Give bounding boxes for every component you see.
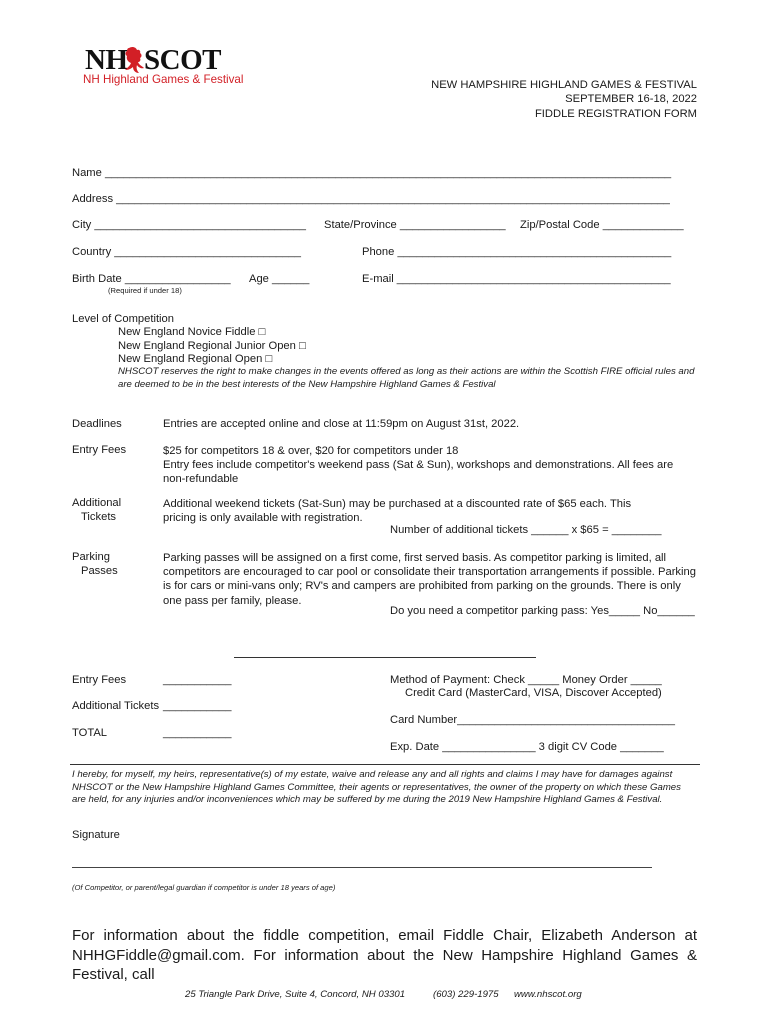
parking-text: Parking passes will be assigned on a first come, first served basis. As competitor parking is limited, all competitors are encouraged to car pool or consolidate their transportation arrangements if possible. Parking is for cars or mini-vans only; RV's and campers are prohibited from parking on the grounds. There is only one pass per family, please.: [163, 552, 696, 607]
phone-field[interactable]: Phone ____________________________________________: [362, 246, 672, 258]
exp-date-field[interactable]: Exp. Date _______________ 3 digit CV Code _______: [390, 741, 664, 753]
name-field[interactable]: Name ___________________________________________________________________________________________: [72, 167, 672, 179]
additional-tickets-label: Additional: [72, 497, 122, 509]
logo-subtitle: NH Highland Games & Festival: [83, 73, 244, 86]
summary-additional-tickets-label: Additional Tickets: [72, 700, 160, 712]
additional-tickets-calc[interactable]: Number of additional tickets ______ x $65 = ________: [390, 524, 662, 536]
deadlines-label: Deadlines: [72, 418, 122, 430]
entry-fees-line1: $25 for competitors 18 & over, $20 for competitors under 18: [163, 445, 459, 457]
entry-fees-line2: Entry fees include competitor's weekend pass (Sat & Sun), workshops and demonstrations. All fees are non-refundable: [163, 459, 674, 486]
info-text: For information about the fiddle competition, email Fiddle Chair, Elizabeth Anderson at NHHGFiddle@gmail.com. For information about the New Hampshire Highland Games & Festival, call: [72, 927, 697, 983]
summary-additional-tickets-blank[interactable]: ___________: [163, 700, 232, 712]
parking-label: Parking: [72, 551, 110, 563]
signature-label: Signature: [72, 829, 120, 841]
competition-option-junior[interactable]: New England Regional Junior Open □: [118, 340, 306, 352]
signature-note: (Of Competitor, or parent/legal guardian if competitor is under 18 years of age): [72, 883, 336, 892]
waiver-rule: [70, 764, 700, 765]
country-field[interactable]: Country ______________________________: [72, 246, 301, 258]
footer-phone: (603) 229-1975: [433, 989, 499, 1000]
birth-date-field[interactable]: Birth Date _________________: [72, 273, 231, 285]
birth-date-note: (Required if under 18): [108, 286, 182, 295]
competition-heading: Level of Competition: [72, 313, 174, 325]
age-field[interactable]: Age ______: [249, 273, 310, 285]
header-dates: SEPTEMBER 16-18, 2022: [565, 93, 697, 105]
logo: NH SCOT NH Highland Games & Festival: [83, 44, 244, 86]
competition-disclaimer: NHSCOT reserves the right to make changes in the events offered as long as their actions are within the Scottish FIRE official rules and are deemed to be in the best interests of the New Hampshire Highland Games & Festival: [118, 366, 695, 390]
entry-fees-label: Entry Fees: [72, 444, 127, 456]
summary-entry-fees-blank[interactable]: ___________: [163, 674, 232, 686]
waiver-text: I hereby, for myself, my heirs, representative(s) of my estate, waive and release any and all rights and claims I may have for damages against NHSCOT or the New Hampshire Highland Games Committee, their agents or representatives, the owner of the property on which these Games are held, for any injuries and/or inconveniences which may be suffered by me during the 2019 New Hampshire Highland Games & Festival.: [72, 769, 681, 806]
header-title: NEW HAMPSHIRE HIGHLAND GAMES & FESTIVAL: [431, 79, 697, 91]
footer-website[interactable]: www.nhscot.org: [514, 989, 582, 1000]
email-field[interactable]: E-mail ____________________________________________: [362, 273, 671, 285]
additional-tickets-text: Additional weekend tickets (Sat-Sun) may be purchased at a discounted rate of $65 each. This pricing is only available with registration.: [163, 498, 632, 525]
competition-option-open[interactable]: New England Regional Open □: [118, 353, 273, 365]
payment-credit-card: Credit Card (MasterCard, VISA, Discover Accepted): [405, 687, 662, 699]
summary-entry-fees-label: Entry Fees: [72, 674, 127, 686]
city-field[interactable]: City __________________________________: [72, 219, 306, 231]
additional-tickets-label-2: Tickets: [81, 511, 117, 523]
entry-fees-text: [163, 444, 688, 487]
competition-option-novice[interactable]: New England Novice Fiddle □: [118, 326, 266, 338]
section-divider: [234, 657, 536, 658]
deadlines-text: Entries are accepted online and close at 11:59pm on August 31st, 2022.: [163, 418, 520, 430]
summary-total-blank[interactable]: ___________: [163, 727, 232, 739]
state-field[interactable]: State/Province _________________: [324, 219, 506, 231]
parking-question[interactable]: Do you need a competitor parking pass: Yes_____ No______: [390, 605, 695, 617]
summary-total-label: TOTAL: [72, 727, 108, 739]
header-form-title: FIDDLE REGISTRATION FORM: [534, 108, 697, 120]
parking-label-2: Passes: [81, 565, 118, 577]
card-number-field[interactable]: Card Number___________________________________: [390, 714, 675, 726]
signature-line[interactable]: [72, 867, 652, 868]
zip-field[interactable]: Zip/Postal Code _____________: [520, 219, 684, 231]
footer-address: 25 Triangle Park Drive, Suite 4, Concord, NH 03301: [185, 989, 406, 1000]
payment-method[interactable]: Method of Payment: Check _____ Money Order _____: [390, 674, 662, 686]
address-field[interactable]: Address _________________________________________________________________________________________: [72, 193, 670, 205]
